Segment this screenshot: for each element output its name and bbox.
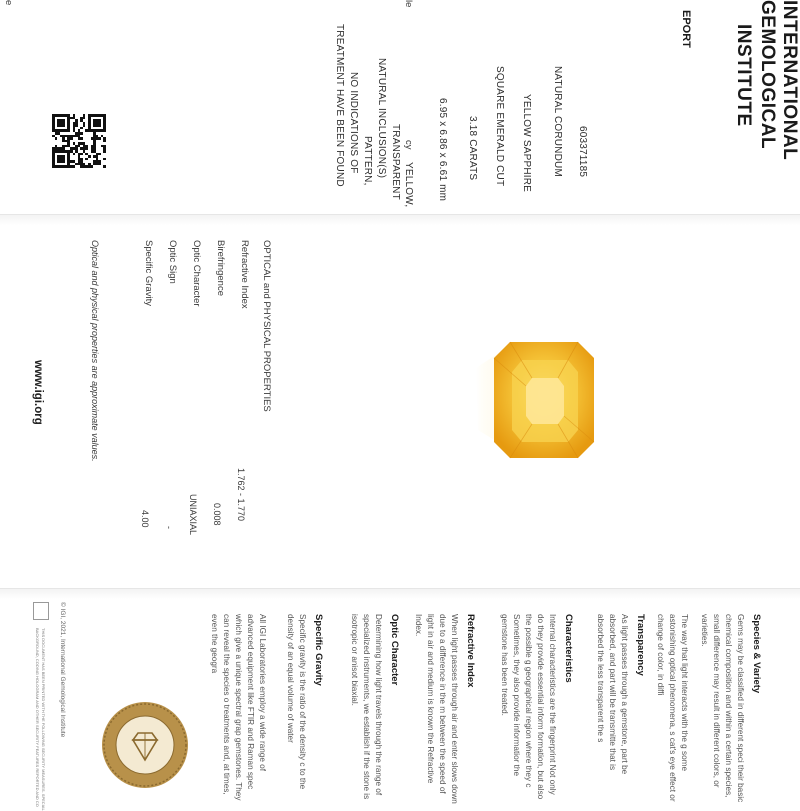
report-label: EPORT: [680, 10, 692, 48]
gemstone-photo: [470, 338, 598, 460]
copyright-text: © IGI, 2021, International Gemological Institute: [59, 602, 66, 738]
optic-sign-value: -: [164, 526, 174, 529]
security-line-2: BACKGROUND, CODING HOLOGRAM AND OTHER SECURITY FEATURES REPORTED AND CO: [35, 628, 40, 807]
seal-emblem: [100, 700, 190, 790]
header-line-1: INTERNATIONAL: [779, 0, 800, 161]
transparency-title: Transparency: [635, 614, 646, 676]
padlock-icon: [33, 602, 49, 620]
bottom-label-fragment: e: [3, 0, 14, 6]
security-line-1: THIS DOCUMENT HAS BEEN PRINTED WITH THE FOLLOWING SECURITY MEASURES. SPECIAL: [41, 628, 46, 811]
birefringence-label: Birefringence: [215, 240, 226, 296]
color-label-fragment: cy: [403, 140, 414, 150]
header-line-3: INSTITUTE: [733, 24, 754, 127]
ri-label: Refractive Index: [239, 240, 250, 309]
transparency-text: As light passes through a gemstone, part be absorbed, and part will be transmitte that is absorbed the less transparent the s: [596, 614, 629, 775]
report-number: 603371185: [577, 126, 588, 178]
shape-cut-value: SQUARE EMERALD CUT: [494, 66, 505, 187]
optic-character-label: Optic Character: [191, 240, 202, 307]
comment-line-1: NATURAL INCLUSION(S): [376, 58, 387, 179]
top-fold-shadow: [0, 215, 800, 225]
optic-sign-label: Optic Sign: [167, 240, 178, 284]
yellow-sapphire-image: [470, 338, 598, 460]
color-value: YELLOW,: [403, 162, 414, 208]
refractive-index-text: When light passes through air and enter slows down due to a difference in the m between the speed of light in air and medium is known the Refractive Index.: [414, 614, 459, 804]
lab-equipment-text: All IGI Laboratories employ a wide range of advanced equipment like FTIR and Raman spec which give a unique spectral grap gemstones. They can reveal the species o treatments and, at times, even the geogra: [210, 614, 267, 801]
specific-gravity-value: 4.00: [140, 510, 150, 528]
characteristics-text: Internal characteristics are the fingerprint Not only do they provide essential inform formation, but also the possible g geographical region where they c Sometimes, they also provide informatior the gemstone has been treated.: [500, 614, 557, 800]
species-title: Species & Variety: [751, 614, 762, 694]
seal-year: 1975: [123, 728, 130, 744]
measurements-value: 6.95 x 6.86 x 6.61 mm: [437, 98, 448, 202]
header-line-2: GEMOLOGICAL: [757, 0, 778, 150]
properties-heading: OPTICAL and PHYSICAL PROPERTIES: [261, 240, 272, 412]
comment-line-3: NO INDICATIONS OF: [348, 72, 359, 174]
comment-line-2: PATTERN,: [362, 136, 373, 186]
optic-character-title: Optic Character: [389, 614, 400, 686]
style-label-fragment: le: [403, 0, 414, 8]
refractive-index-title: Refractive Index: [465, 614, 476, 688]
optic-character-text: Determining how light travels through the range of specialized instruments, we establish if the stone is isotropic or anisot biaxial.: [350, 614, 383, 800]
specific-gravity-label: Specific Gravity: [143, 240, 154, 306]
species-text-2: The way that light interacts with the g some astonishing optical phenomena, s cat's eye effect or change of color, in diffi: [656, 614, 689, 802]
igi-seal: [100, 700, 190, 790]
transparency-value: TRANSPARENT: [390, 124, 401, 200]
qr-code[interactable]: [52, 114, 106, 168]
optic-character-value: UNIAXIAL: [188, 494, 198, 536]
specific-gravity-title: Specific Gravity: [313, 614, 324, 686]
comment-line-4: TREATMENT HAVE BEEN FOUND: [334, 24, 345, 187]
birefringence-value: 0.008: [212, 503, 222, 526]
species-text: Gems may be classified in different speci their basic chemical composition and within a certain species, small difference may result in different colors, or varieties.: [700, 614, 745, 803]
carat-value: 3.18 CARATS: [467, 116, 478, 181]
specific-gravity-text: Specific gravity is the ratio of the density c to the density of an equal volume of water: [286, 614, 307, 790]
characteristics-title: Characteristics: [563, 614, 574, 683]
website-link[interactable]: www.igi.org: [32, 360, 44, 425]
description-value: NATURAL CORUNDUM: [552, 66, 563, 177]
bottom-fold-shadow: [0, 589, 800, 599]
properties-note: Optical and physical properties are approximate values.: [90, 240, 100, 462]
species-value: YELLOW SAPPHIRE: [521, 94, 532, 193]
ri-value: 1.762 - 1.770: [236, 468, 246, 522]
